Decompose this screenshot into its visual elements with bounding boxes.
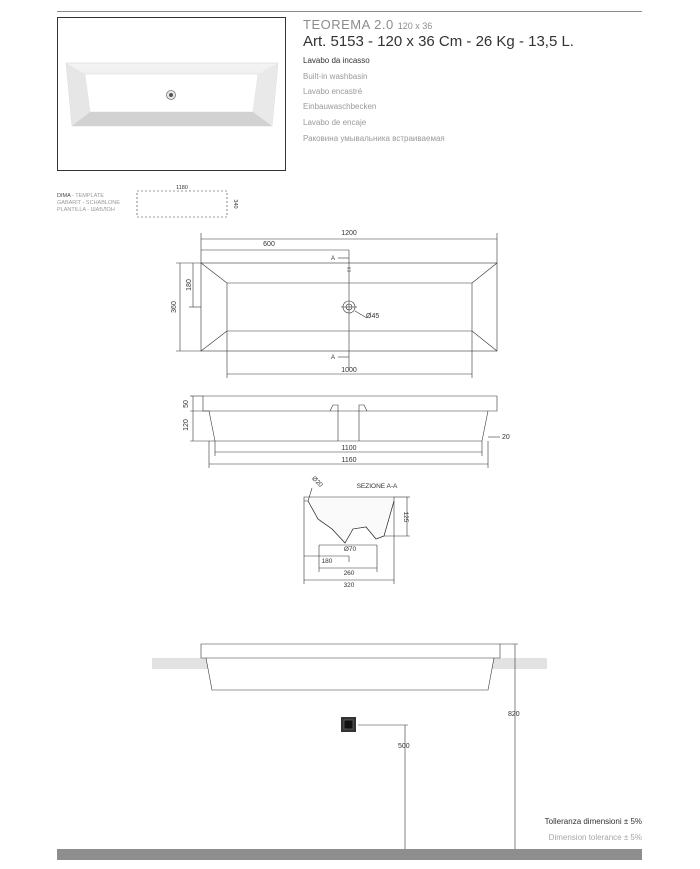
dim-half-depth: 180 <box>186 279 193 291</box>
dim-section-overall: 320 <box>343 582 355 589</box>
dim-inner-width: 1000 <box>341 367 357 374</box>
series-size: 120 x 36 <box>397 21 433 31</box>
dim-top-height: 820 <box>508 711 520 718</box>
top-view <box>176 233 497 378</box>
series-name: TEOREMA 2.0 <box>303 17 394 32</box>
template-label-bold: DIMA <box>57 193 71 199</box>
dim-section-bottom: 260 <box>343 570 355 577</box>
section-marker-bottom: A <box>331 355 336 361</box>
dim-section-radius: Ø20 <box>310 475 324 489</box>
template-label-rest: - TEMPLATE <box>70 193 104 199</box>
article-line: Art. 5153 - 120 x 36 Cm - 26 Kg - 13,5 L. <box>303 33 574 50</box>
desc-de: Einbauwaschbecken <box>303 102 377 111</box>
dim-outlet-height: 500 <box>398 743 410 750</box>
section-title: SEZIONE A-A <box>356 483 398 490</box>
tolerance-it: Tolleranza dimensioni ± 5% <box>544 817 642 826</box>
template-height: 340 <box>232 199 238 209</box>
tolerance-en: Dimension tolerance ± 5% <box>548 833 642 842</box>
floor-line <box>57 849 642 860</box>
template-outline <box>137 191 227 217</box>
dim-section-depth: 125 <box>402 511 409 523</box>
dim-side-offset: 20 <box>502 434 510 441</box>
dim-overall-width: 1200 <box>341 230 357 237</box>
dim-bottom-width: 1100 <box>341 445 357 452</box>
dim-drain: Ø45 <box>366 313 380 320</box>
dim-half-width: 600 <box>263 241 275 248</box>
dim-under-rim-width: 1160 <box>341 457 357 464</box>
desc-fr: Lavabo encastré <box>303 87 363 96</box>
template-width: 1180 <box>176 185 188 191</box>
desc-es: Lavabo de encaje <box>303 118 367 127</box>
template-label-2: GABARIT - SCHABLONE <box>57 200 120 206</box>
desc-it: Lavabo da incasso <box>303 56 370 65</box>
drain-outlet-inner <box>344 720 353 729</box>
section-view <box>304 488 410 584</box>
section-marker-top: A <box>331 256 336 262</box>
template-label-3: PLANTILLA - ШАБЛОН <box>57 207 115 213</box>
desc-ru: Раковина умывальника встраиваемая <box>303 134 445 143</box>
desc-en: Built-in washbasin <box>303 72 368 81</box>
dim-depth: 360 <box>171 301 178 313</box>
installation-basin <box>201 644 500 690</box>
dim-section-half: 180 <box>321 558 333 565</box>
dim-rim-height: 50 <box>183 400 190 408</box>
dim-body-height: 120 <box>183 419 190 431</box>
dim-section-drain: Ø70 <box>343 546 357 553</box>
